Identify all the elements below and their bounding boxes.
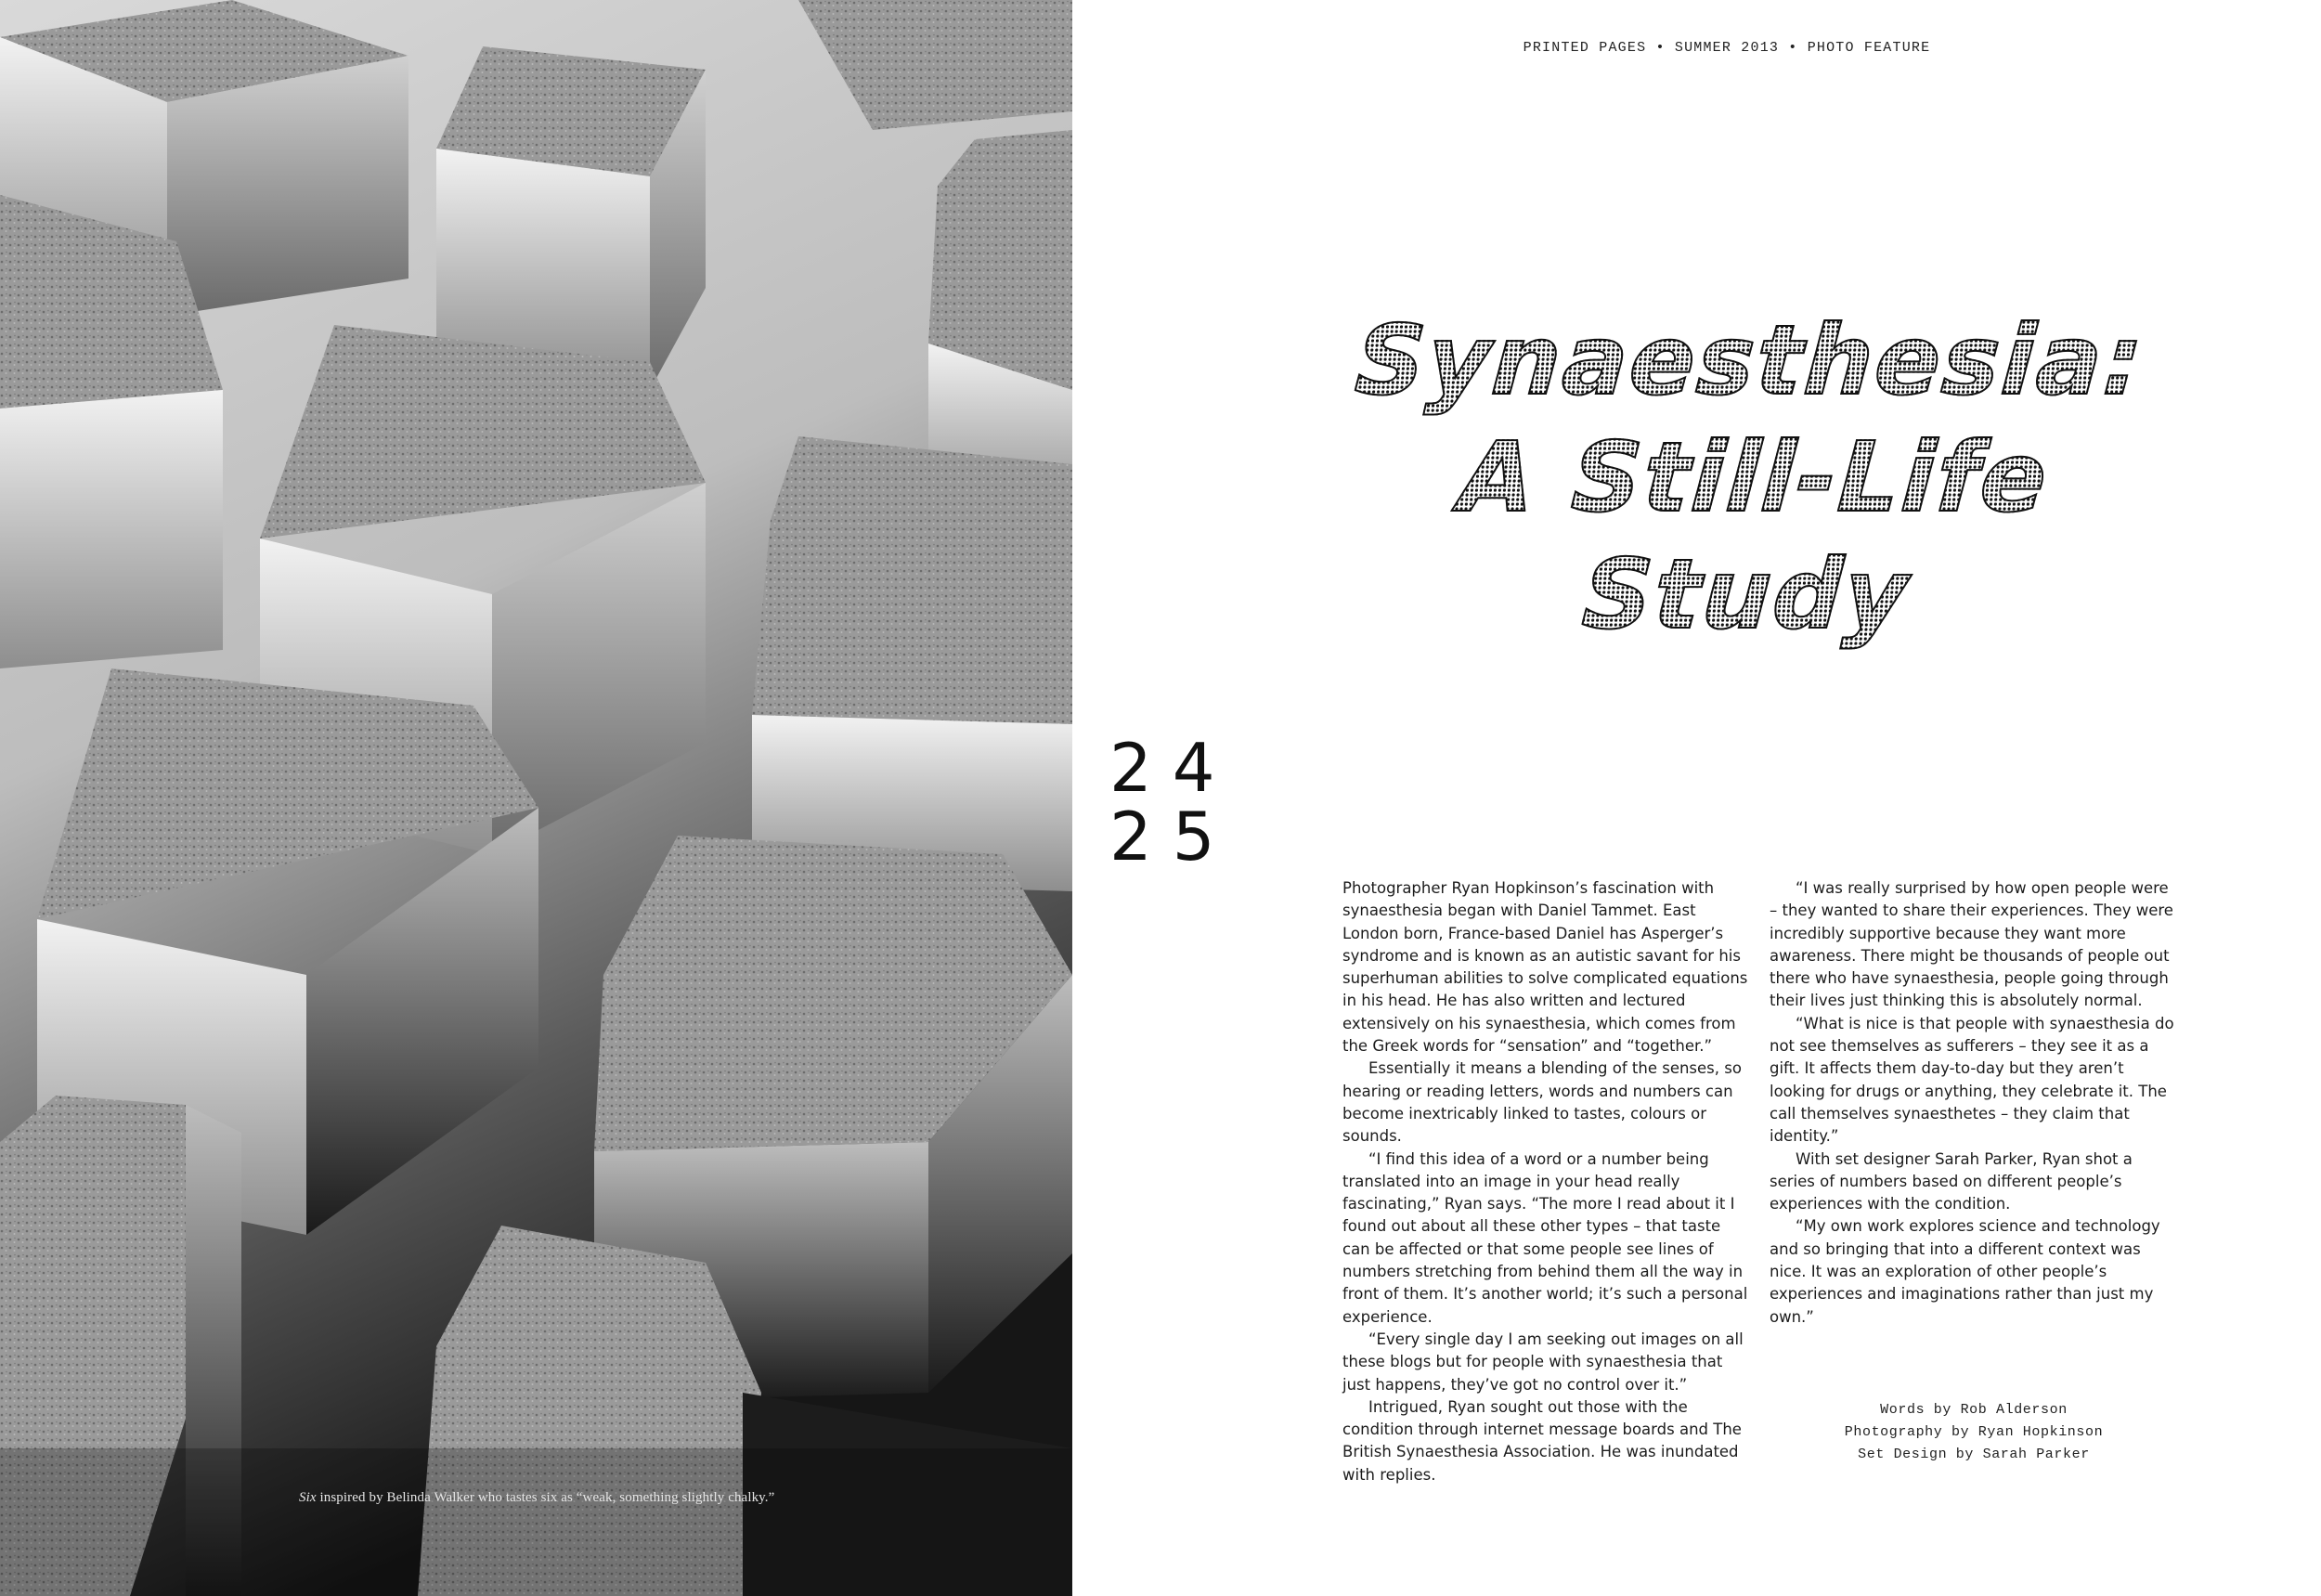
title-line-1: Synaesthesia: bbox=[1296, 302, 2205, 419]
paragraph: Intrigued, Ryan sought out those with the condition through internet message boards and The British Synaesthesia Association. He was inundated with replies. bbox=[1342, 1397, 1742, 1484]
caption-italic: Six bbox=[299, 1490, 317, 1505]
page-number-left: 24 bbox=[1109, 729, 1236, 807]
paragraph: “I was really surprised by how open people were – they wanted to share their experiences. They were incredibly supportive because they want more awareness. There might be thousands of people out there who have synaesthesia, people going through their lives just thinking this is absolutely normal. bbox=[1770, 879, 2173, 1010]
paragraph: “Every single day I am seeking out images on all these blogs but for people with synaesthesia that just happens, they’ve got no control over it.” bbox=[1342, 1330, 1744, 1394]
caption-text: inspired by Belinda Walker who tastes six as “weak, something slightly chalky.” bbox=[316, 1490, 775, 1505]
paragraph: Photographer Ryan Hopkinson’s fascination with synaesthesia began with Daniel Tammet. East London born, France-based Daniel has Asperger’s syndrome and is known as an autistic savant for his superhuman abilities to solve complicated equations in his head. He has also written and lectured extensively on his synaesthesia, which comes from the Greek words for “sensation” and “together.” bbox=[1342, 879, 1748, 1056]
page-numbers bbox=[1109, 729, 1236, 876]
paragraph: “What is nice is that people with synaesthesia do not see themselves as sufferers – they see it as a gift. It affects them day-to-day but they aren’t looking for drugs or anything, they celebrate it. The call themselves synaesthetes – they claim that identity.” bbox=[1770, 1014, 2174, 1146]
paragraph: “My own work explores science and technology and so bringing that into a different context was nice. It was an exploration of other people’s experiences and imaginations rather than just my own.” bbox=[1770, 1217, 2160, 1326]
title-line-2: A Still-Life Study bbox=[1291, 419, 2209, 653]
body-column-1 bbox=[1342, 877, 1751, 1486]
paragraph: “I find this idea of a word or a number being translated into an image in your head really fascinating,” Ryan says. “The more I read about it I found out about all these other types – that taste can be affected or that some people see lines of numbers stretching from behind them all the way in front of them. It’s another world; it’s such a personal experience. bbox=[1342, 1149, 1748, 1326]
photo-caption bbox=[299, 1490, 949, 1506]
credits bbox=[1770, 1399, 2178, 1466]
credit-set-design: Set Design by Sarah Parker bbox=[1858, 1447, 2090, 1462]
running-header: PRINTED PAGES • SUMMER 2013 • PHOTO FEATURE bbox=[1523, 40, 1931, 56]
page-number-right: 25 bbox=[1109, 798, 1236, 876]
credit-photography: Photography by Ryan Hopkinson bbox=[1844, 1424, 2104, 1440]
paragraph: With set designer Sarah Parker, Ryan shot a series of numbers based on different people’s experiences with the condition. bbox=[1770, 1149, 2133, 1213]
cube bbox=[752, 436, 1072, 891]
paragraph: Essentially it means a blending of the senses, so hearing or reading letters, words and numbers can become inextricably linked to tastes, colours or sounds. bbox=[1342, 1059, 1742, 1146]
feature-title bbox=[1300, 302, 2200, 653]
cube bbox=[436, 46, 706, 390]
body-column-2 bbox=[1770, 877, 2178, 1329]
feature-photograph bbox=[0, 0, 1072, 1596]
credit-words: Words by Rob Alderson bbox=[1880, 1402, 2068, 1418]
